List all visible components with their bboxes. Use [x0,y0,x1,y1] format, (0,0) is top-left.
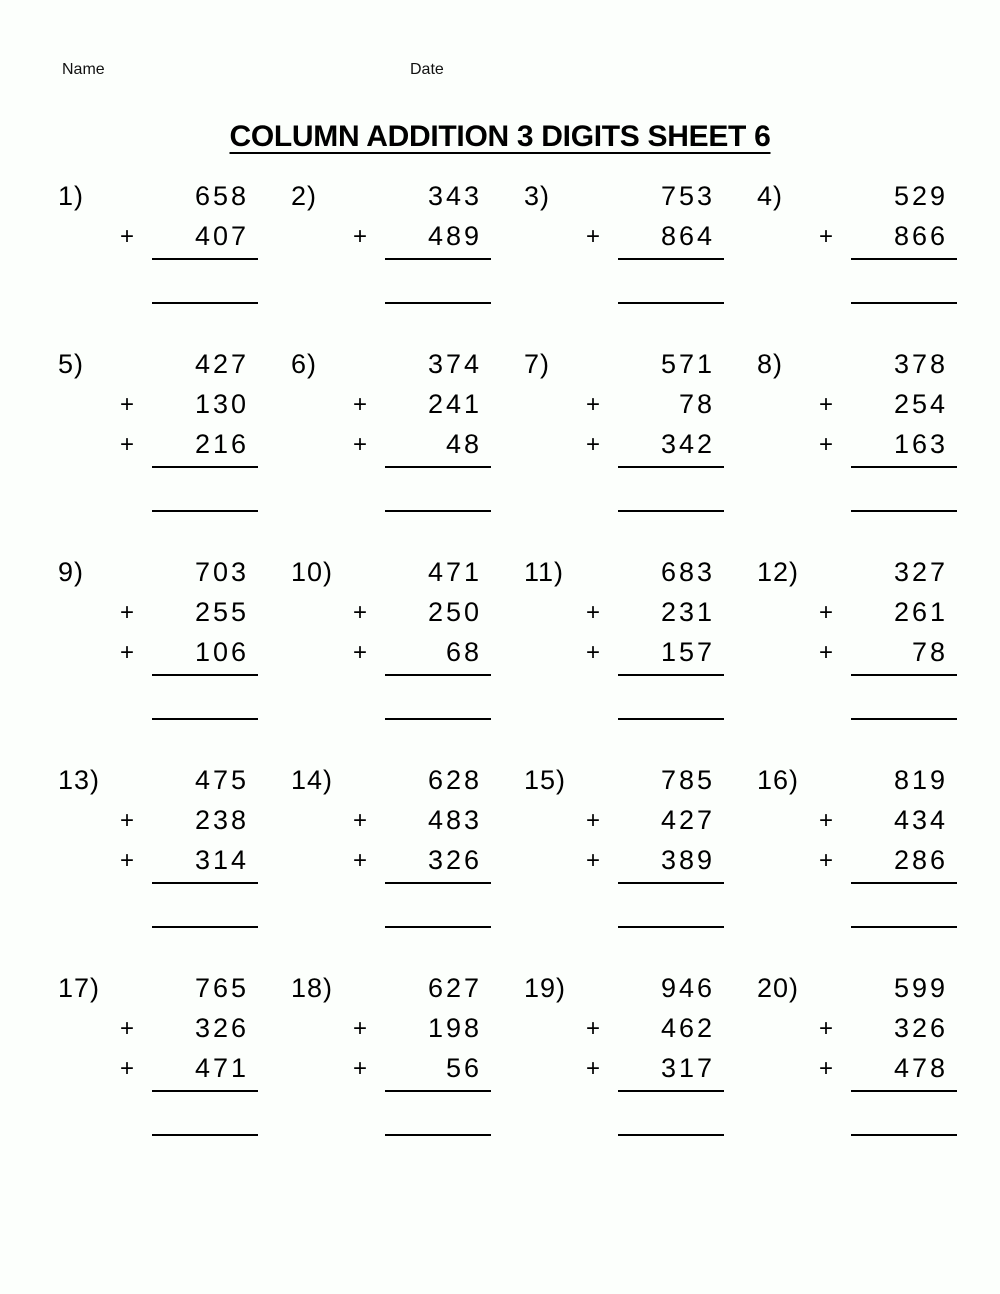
addend [586,424,724,464]
plus-operator: + [353,1015,368,1042]
addend [819,632,957,672]
addend-first [851,760,957,800]
addend-value: 56 [445,1053,482,1083]
addend-value: 78 [678,389,715,419]
problem-body [819,344,957,552]
answer-blank[interactable] [385,926,491,928]
addend-value: 343 [427,181,482,211]
plus-operator: + [353,599,368,626]
sum-line [385,674,491,676]
addend [120,592,258,632]
addend-first [618,176,724,216]
plus-operator: + [120,639,135,666]
sum-line [152,882,258,884]
plus-operator: + [819,639,834,666]
problem [739,344,972,552]
problem [739,176,972,344]
plus-operator: + [819,807,834,834]
addend [586,840,724,880]
addend-value: 946 [660,973,715,1003]
addend [819,1008,957,1048]
addend-value: 216 [194,429,249,459]
addend [586,384,724,424]
problem-body [353,552,491,760]
problem-body [353,344,491,552]
problem [739,968,972,1136]
addend-first [152,968,258,1008]
problem [739,552,972,760]
addend [120,384,258,424]
addend-first [152,552,258,592]
addend-first [152,344,258,384]
problem-body [120,344,258,552]
addend-first [385,760,491,800]
addend [120,1008,258,1048]
problem-number: 16) [757,765,800,795]
addend-value: 529 [893,181,948,211]
addend [586,800,724,840]
addend [353,1048,491,1088]
addend-first [851,344,957,384]
addend [819,592,957,632]
answer-blank[interactable] [618,510,724,512]
addend-value: 683 [660,557,715,587]
problem-number: 14) [291,765,334,795]
addend [120,800,258,840]
problem-number: 11) [524,557,565,587]
sum-line [851,258,957,260]
problem-body [819,760,957,968]
plus-operator: + [353,1055,368,1082]
sum-line [618,882,724,884]
problem-body [819,176,957,344]
addend [120,1048,258,1088]
problem-body [120,968,258,1136]
problem-body [586,968,724,1136]
plus-operator: + [586,639,601,666]
addend-value: 471 [427,557,482,587]
addend [353,592,491,632]
addend-value: 765 [194,973,249,1003]
addend-value: 866 [893,221,948,251]
problem [40,176,273,344]
plus-operator: + [586,431,601,458]
addend-value: 434 [893,805,948,835]
plus-operator: + [586,1015,601,1042]
addend [586,1048,724,1088]
addend [819,1048,957,1088]
problem-body [353,760,491,968]
addend [120,424,258,464]
problem [273,760,506,968]
page-title: COLUMN ADDITION 3 DIGITS SHEET 6 [229,120,771,154]
addend-first [851,176,957,216]
plus-operator: + [819,847,834,874]
addend-value: 106 [194,637,249,667]
addend-first [385,344,491,384]
addend-value: 628 [427,765,482,795]
plus-operator: + [819,223,834,250]
addend [586,216,724,256]
addend-value: 163 [893,429,948,459]
problem-number: 9) [58,557,85,587]
plus-operator: + [353,807,368,834]
addend [353,424,491,464]
addend-value: 130 [194,389,249,419]
addend-value: 255 [194,597,249,627]
sum-line [152,466,258,468]
addend-value: 250 [427,597,482,627]
answer-blank[interactable] [385,718,491,720]
sum-line [618,1090,724,1092]
problem-body [819,968,957,1136]
answer-blank[interactable] [851,926,957,928]
plus-operator: + [353,391,368,418]
addend-value: 483 [427,805,482,835]
addend-value: 475 [194,765,249,795]
problem-number: 5) [58,349,85,379]
plus-operator: + [819,431,834,458]
problem [273,176,506,344]
addend [353,384,491,424]
problem-body [586,552,724,760]
plus-operator: + [120,431,135,458]
addend-first [152,176,258,216]
sum-line [618,674,724,676]
addend-first [851,552,957,592]
addend-first [385,968,491,1008]
addend-value: 489 [427,221,482,251]
problem-number: 20) [757,973,800,1003]
name-label: Name [62,61,105,78]
sum-line [618,258,724,260]
problem-number: 7) [524,349,551,379]
plus-operator: + [120,391,135,418]
addend-first [851,968,957,1008]
problem-body [120,552,258,760]
plus-operator: + [586,1055,601,1082]
problem [273,344,506,552]
problem-number: 18) [291,973,334,1003]
addend-value: 703 [194,557,249,587]
plus-operator: + [120,807,135,834]
problem-body [586,176,724,344]
problem-number: 19) [524,973,567,1003]
plus-operator: + [586,223,601,250]
answer-blank[interactable] [851,510,957,512]
problem [506,552,739,760]
plus-operator: + [586,599,601,626]
addend-value: 317 [660,1053,715,1083]
addend-value: 785 [660,765,715,795]
plus-operator: + [120,847,135,874]
addend [353,216,491,256]
problem [40,968,273,1136]
addend-value: 478 [893,1053,948,1083]
addend-value: 286 [893,845,948,875]
addend [819,216,957,256]
addend-value: 819 [893,765,948,795]
sum-line [618,466,724,468]
problem [506,344,739,552]
addend [819,384,957,424]
problem-number: 12) [757,557,800,587]
addend-value: 327 [893,557,948,587]
addend [586,592,724,632]
problem [40,344,273,552]
problem-number: 3) [524,181,551,211]
problem-body [353,968,491,1136]
addend-value: 326 [893,1013,948,1043]
problem [739,760,972,968]
plus-operator: + [586,807,601,834]
problems-grid [40,176,972,1136]
problem-body [120,176,258,344]
sum-line [385,882,491,884]
addend-value: 261 [893,597,948,627]
problem [506,176,739,344]
plus-operator: + [819,1055,834,1082]
addend [120,840,258,880]
plus-operator: + [120,223,135,250]
addend-value: 68 [445,637,482,667]
addend-value: 326 [194,1013,249,1043]
plus-operator: + [353,847,368,874]
addend-first [618,760,724,800]
addend [120,632,258,672]
addend-first [618,344,724,384]
addend-value: 753 [660,181,715,211]
addend-value: 599 [893,973,948,1003]
answer-blank[interactable] [618,926,724,928]
sum-line [152,674,258,676]
answer-blank[interactable] [152,1134,258,1136]
problem [273,968,506,1136]
plus-operator: + [819,1015,834,1042]
addend-first [152,760,258,800]
addend-value: 389 [660,845,715,875]
answer-blank[interactable] [618,302,724,304]
addend-value: 627 [427,973,482,1003]
addend-value: 462 [660,1013,715,1043]
addend-value: 78 [911,637,948,667]
addend-value: 864 [660,221,715,251]
sum-line [385,1090,491,1092]
sum-line [152,258,258,260]
addend [120,216,258,256]
addend-value: 571 [660,349,715,379]
addend-value: 326 [427,845,482,875]
problem-number: 17) [58,973,101,1003]
problem-number: 4) [757,181,784,211]
sum-line [851,466,957,468]
problem-body [586,344,724,552]
answer-blank[interactable] [385,1134,491,1136]
problem-number: 1) [58,181,85,211]
addend-value: 407 [194,221,249,251]
sum-line [851,1090,957,1092]
problem-body [120,760,258,968]
addend [353,632,491,672]
addend [819,424,957,464]
answer-blank[interactable] [618,718,724,720]
addend-value: 241 [427,389,482,419]
problem [506,968,739,1136]
addend-value: 238 [194,805,249,835]
answer-blank[interactable] [152,302,258,304]
addend-value: 342 [660,429,715,459]
answer-blank[interactable] [618,1134,724,1136]
problem-number: 15) [524,765,567,795]
problem [40,760,273,968]
sum-line [851,882,957,884]
plus-operator: + [353,431,368,458]
plus-operator: + [353,223,368,250]
sum-line [385,466,491,468]
problem-number: 8) [757,349,784,379]
problem [506,760,739,968]
addend-value: 378 [893,349,948,379]
problem [40,552,273,760]
answer-blank[interactable] [851,718,957,720]
addend-first [618,968,724,1008]
plus-operator: + [353,639,368,666]
answer-blank[interactable] [152,510,258,512]
answer-blank[interactable] [385,510,491,512]
addend [819,800,957,840]
answer-blank[interactable] [851,302,957,304]
problem-body [819,552,957,760]
answer-blank[interactable] [851,1134,957,1136]
plus-operator: + [586,847,601,874]
addend [353,840,491,880]
problem-number: 10) [291,557,334,587]
addend-value: 427 [194,349,249,379]
addend-value: 374 [427,349,482,379]
addend-value: 471 [194,1053,249,1083]
sum-line [385,258,491,260]
problem [273,552,506,760]
problem-number: 2) [291,181,318,211]
answer-blank[interactable] [152,926,258,928]
plus-operator: + [120,1015,135,1042]
addend-first [385,552,491,592]
sum-line [152,1090,258,1092]
addend-value: 48 [445,429,482,459]
addend [353,800,491,840]
addend-value: 427 [660,805,715,835]
answer-blank[interactable] [385,302,491,304]
plus-operator: + [819,391,834,418]
addend [819,840,957,880]
problem-number: 13) [58,765,101,795]
plus-operator: + [120,599,135,626]
addend [353,1008,491,1048]
addend [586,632,724,672]
addend-value: 254 [893,389,948,419]
addend-value: 157 [660,637,715,667]
plus-operator: + [819,599,834,626]
problem-body [586,760,724,968]
plus-operator: + [120,1055,135,1082]
answer-blank[interactable] [152,718,258,720]
date-label: Date [410,61,444,78]
problem-body [353,176,491,344]
addend-first [618,552,724,592]
sum-line [851,674,957,676]
addend-value: 198 [427,1013,482,1043]
addend [586,1008,724,1048]
problem-number: 6) [291,349,318,379]
addend-first [385,176,491,216]
plus-operator: + [586,391,601,418]
addend-value: 231 [660,597,715,627]
addend-value: 658 [194,181,249,211]
addend-value: 314 [194,845,249,875]
